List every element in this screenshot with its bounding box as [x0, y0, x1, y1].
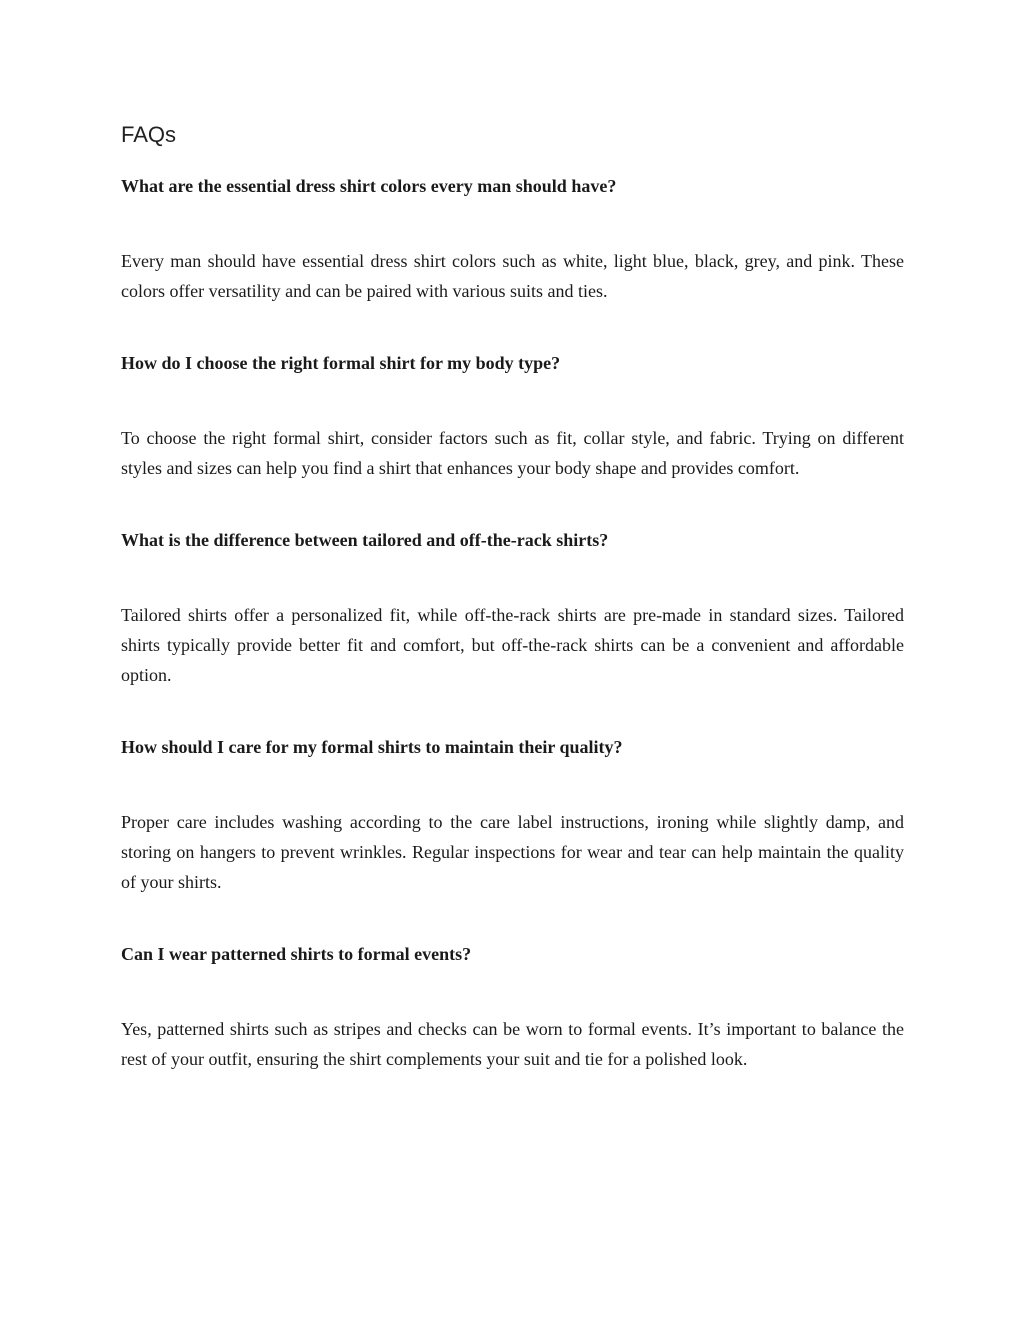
- faq-answer: Proper care includes washing according to the care label instructions, ironing while slightly damp, and storing on hangers to prevent wrinkles. Regular inspections for wear and tear can help maintain the quality of your shirts.: [121, 812, 904, 892]
- faq-answer: To choose the right formal shirt, consider factors such as fit, collar style, and fabric. Trying on different styles and sizes can help you find a shirt that enhances your body shape and provides comfort.: [121, 428, 904, 478]
- faq-item: [121, 735, 904, 897]
- page-title: FAQs: [121, 122, 177, 147]
- faq-answer: Every man should have essential dress shirt colors such as white, light blue, black, grey, and pink. These colors offer versatility and can be paired with various suits and ties.: [121, 251, 904, 301]
- faq-question: What is the difference between tailored and off-the-rack shirts?: [121, 530, 609, 550]
- document-page: [121, 120, 904, 1074]
- faq-question: Can I wear patterned shirts to formal events?: [121, 944, 472, 964]
- faq-item: [121, 174, 904, 306]
- faq-question: What are the essential dress shirt colors every man should have?: [121, 176, 617, 196]
- faq-answer: Tailored shirts offer a personalized fit, while off-the-rack shirts are pre-made in standard sizes. Tailored shirts typically provide better fit and comfort, but off-the-rack shirts can be a convenient and affordable option.: [121, 605, 904, 685]
- faq-item: [121, 528, 904, 690]
- faq-question: How do I choose the right formal shirt for my body type?: [121, 353, 561, 373]
- faq-answer: Yes, patterned shirts such as stripes and checks can be worn to formal events. It’s important to balance the rest of your outfit, ensuring the shirt complements your suit and tie for a polished look.: [121, 1019, 904, 1069]
- faq-item: [121, 942, 904, 1074]
- faq-question: How should I care for my formal shirts to maintain their quality?: [121, 737, 623, 757]
- faq-item: [121, 351, 904, 483]
